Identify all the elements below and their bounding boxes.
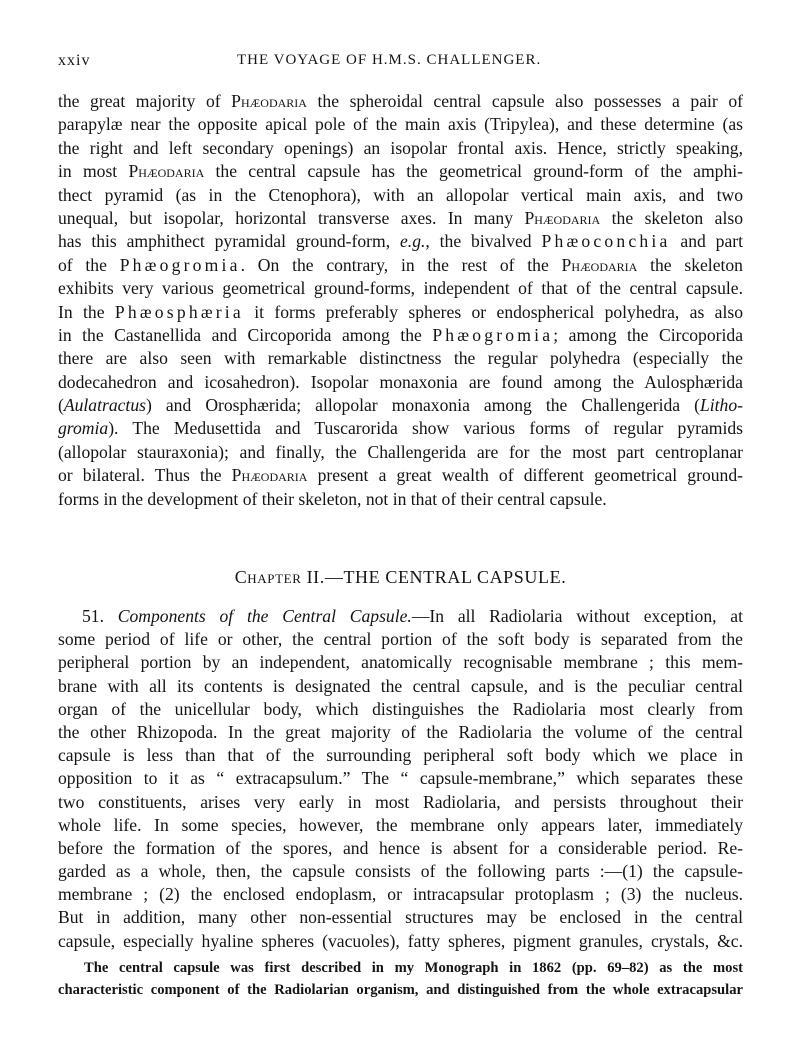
text-line: (Aulatractus) and Orosphærida; allopolar monaxonia among the Challengerida (Litho- [58, 395, 743, 416]
running-title: THE VOYAGE OF H.M.S. CHALLENGER. [237, 52, 542, 68]
text-line: of the Phæogromia. On the contrary, in the rest of the Phæodaria the skeleton [58, 254, 743, 275]
taxon-name: Phæosphæria [114, 301, 244, 322]
text-line: But in addition, many other non-essential structures may be enclosed in the central [58, 907, 743, 928]
text-line: peripheral portion by an independent, anatomically recognisable membrane ; this mem- [58, 652, 743, 673]
taxon-name: Phæoconchia [541, 231, 671, 252]
text-line: has this amphithect pyramidal ground-form, e.g., the bivalved Phæoconchia and part [58, 231, 743, 252]
text-line: opposition to it as “ extracapsulum.” The “ capsule-membrane,” which separates these [58, 768, 743, 789]
taxon-name: Phæogromia [432, 324, 554, 345]
text-line: garded as a whole, then, the capsule consists of the following parts :—(1) the capsule- [58, 861, 743, 882]
page-header [58, 52, 743, 76]
text-line: before the formation of the spores, and hence is absent for a considerable period. Re- [58, 837, 743, 858]
text-line: some period of life or other, the central portion of the soft body is separated from the [58, 629, 743, 650]
text-line: brane with all its contents is designated the central capsule, and is the peculiar central [58, 675, 743, 696]
paragraph-components-central-capsule [58, 605, 743, 953]
taxon-name: Phæogromia [119, 254, 241, 275]
chapter-heading [58, 567, 743, 588]
text-line: capsule, especially hyaline spheres (vacuoles), fatty spheres, pigment granules, crystals, &c. [58, 930, 743, 951]
taxon-name: Phæodaria [231, 465, 308, 486]
text-line: unequal, but isopolar, horizontal transverse axes. In many Phæodaria the skeleton also [58, 207, 743, 228]
paragraph-phaeodaria-geometry [58, 90, 743, 511]
text-line: there are also seen with remarkable distinctness the regular polyhedra (especially the [58, 348, 743, 369]
text-line: gromia). The Medusettida and Tuscarorida show various forms of regular pyramids [58, 418, 743, 439]
section-heading: Components of the Central Capsule. [117, 606, 412, 626]
text-line: the right and left secondary openings) an isopolar frontal axis. Hence, strictly speaking, [58, 137, 743, 158]
text-line: organ of the unicellular body, which distinguishes the Radiolaria most clearly from [58, 698, 743, 719]
taxon-name: Phæodaria [128, 161, 205, 182]
footnote-line: characteristic component of the Radiolarian organism, and distinguished from the whole extracapsular [58, 982, 743, 998]
text-line: in most Phæodaria the central capsule has the geometrical ground-form of the amphi- [58, 161, 744, 182]
chapter-title: —THE CENTRAL CAPSULE. [324, 567, 567, 587]
text-line: capsule is less than that of the surrounding peripheral soft body which we place in [58, 745, 743, 766]
footnote [58, 957, 743, 1001]
text-line: in the Castanellida and Circoporida among the Phæogromia; among the Circoporida [58, 324, 744, 345]
page-number: xxiv [58, 52, 91, 69]
text-line: whole life. In some species, however, the membrane only appears later, immediately [58, 814, 743, 835]
text-line: or bilateral. Thus the Phæodaria present a great wealth of different geometrical ground- [58, 465, 743, 486]
text-line: the other Rhizopoda. In the great majority of the Radiolaria the volume of the central [58, 721, 743, 742]
chapter-label: Chapter II. [234, 567, 325, 587]
text-line: 51. Components of the Central Capsule.—In all Radiolaria without exception, at [82, 606, 744, 626]
section-number: 51. [82, 606, 118, 626]
taxon-name: Phæodaria [231, 91, 307, 111]
text-line: parapylæ near the opposite apical pole of the main axis (Tripylea), and these determine (as [58, 114, 743, 135]
text-line: membrane ; (2) the enclosed endoplasm, or intracapsular protoplasm ; (3) the nucleus. [58, 884, 743, 905]
taxon-name: Phæodaria [524, 207, 601, 228]
text-line: the great majority of Phæodaria the spheroidal central capsule also possesses a pair of [58, 91, 743, 111]
text-line: exhibits very various geometrical ground-forms, independent of that of the central capsule. [58, 278, 743, 299]
taxon-name: Phæodaria [561, 254, 638, 275]
text-line: thect pyramid (as in the Ctenophora), with an allopolar vertical main axis, and two [58, 184, 743, 205]
text-line: (allopolar stauraxonia); and finally, the Challengerida are for the most part centroplanar [58, 441, 743, 462]
text-line: dodecahedron and icosahedron). Isopolar monaxonia are found among the Aulosphærida [58, 371, 743, 392]
footnote-line: The central capsule was first described in my Monograph in 1862 (pp. 69–82) as the most [84, 960, 743, 976]
text-line: In the Phæosphæria it forms preferably spheres or endospherical polyhedra, as also [58, 301, 744, 322]
text-line: two constituents, arises very early in most Radiolaria, and persists throughout their [58, 791, 743, 812]
text-line: forms in the development of their skeleton, not in that of their central capsule. [58, 488, 607, 509]
